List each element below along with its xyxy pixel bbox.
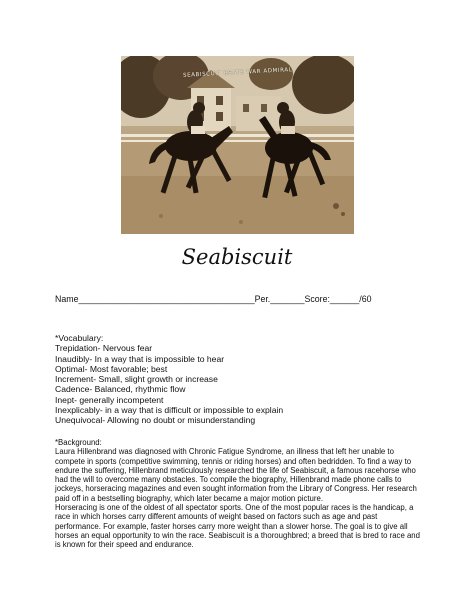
vocabulary-section xyxy=(55,333,283,426)
background-heading: *Background: xyxy=(55,438,102,447)
background-section xyxy=(55,438,425,550)
background-paragraph-2: Horseracing is one of the oldest of all spectator sports. One of the most popular races is the handicap, a race in which horses carry different amounts of weight based on factors such as age and past performance. For example, faster horses carry more weight than a slower horse. The goal is to give all horses an equal opportunity to win the race. Seabiscuit is a thoroughbred; a breed that is bred to race and is known for their speed and endurance. xyxy=(55,503,420,550)
seabiscuit-photo xyxy=(121,56,354,234)
vocab-item: Increment- Small, slight growth or increase xyxy=(55,374,218,385)
vocab-item: Optimal- Most favorable; best xyxy=(55,363,168,374)
race-photo-illustration xyxy=(121,56,354,234)
name-period-score-line: Name____________________________________Per._______Score:______/60 xyxy=(55,294,372,304)
vocab-item: Inept- generally incompetent xyxy=(55,394,164,405)
vocab-item: Inaudibly- In a way that is impossible to hear xyxy=(55,353,225,364)
vocab-item: Cadence- Balanced, rhythmic flow xyxy=(55,384,186,395)
photo-caption: SEABISCUIT BEATS WAR ADMIRAL xyxy=(182,67,293,79)
vocab-item: Unequivocal- Allowing no doubt or misunderstanding xyxy=(55,415,256,426)
vocabulary-heading: *Vocabulary: xyxy=(55,333,104,343)
background-paragraph-1: Laura Hillenbrand was diagnosed with Chronic Fatigue Syndrome, an illness that left her unable to compete in sports (competitive swimming, tennis or riding horses) and often bedridden. To find a way to endure the suffering, Hillenbrand meticulously researched the life of Seabiscuit, a famous racehorse who had the will to overcome many obstacles. To compile the biography, Hillenbrand made phone calls to jockeys, horseracing magazines and even sought information from the Library of Congress. Her research paid off in a bestselling biography, which later became a major motion picture. xyxy=(55,447,417,503)
vocab-item: Inexplicably- in a way that is difficult or impossible to explain xyxy=(55,405,284,416)
vocab-item: Trepidation- Nervous fear xyxy=(55,343,153,354)
page-title: Seabiscuit xyxy=(181,245,293,269)
